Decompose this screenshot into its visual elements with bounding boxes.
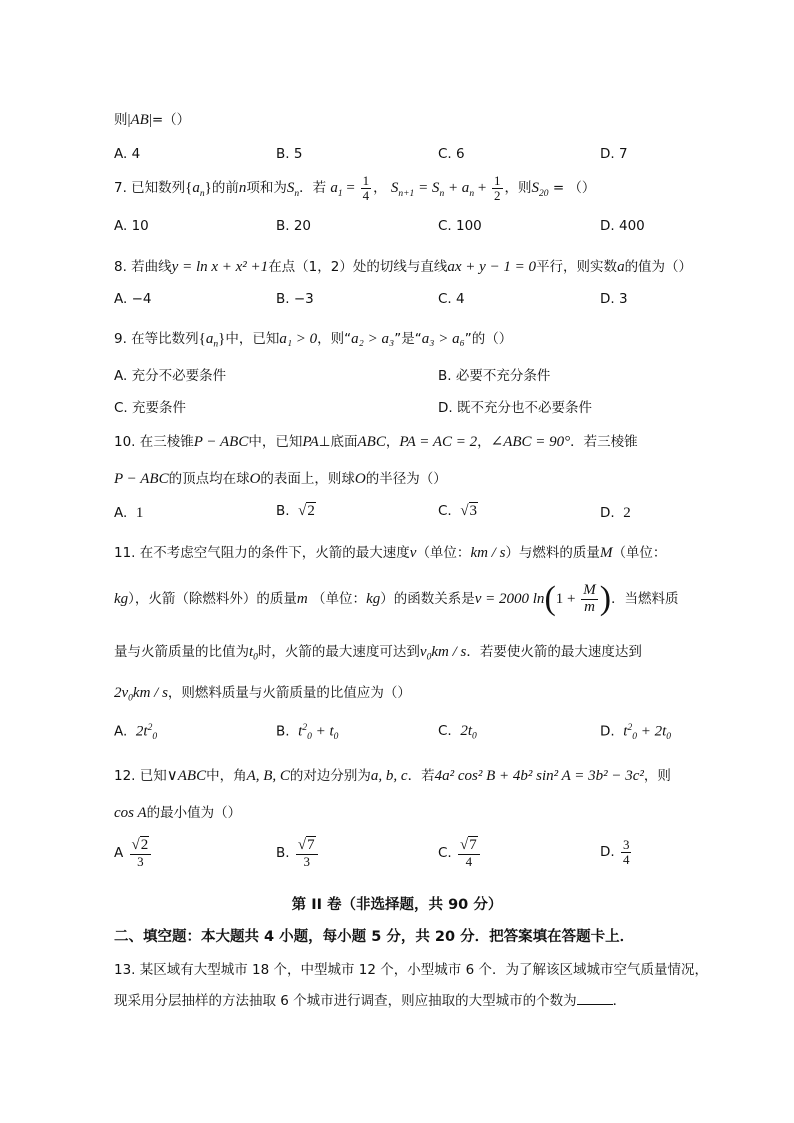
q12-stem-line2: cos A的最小值为（） [114, 805, 242, 821]
q10-option-b: B. √2 [276, 503, 315, 519]
fill-in-heading: 二、填空题：本大题共 4 小题，每小题 5 分，共 20 分．把答案填在答题卡上． [114, 929, 635, 945]
q8-option-c: C. 4 [438, 291, 465, 307]
q13-stem-line1: 13. 某区域有大型城市 18 个，中型城市 12 个，小型城市 6 个．为了解该区域城市空气质量情况， [114, 962, 708, 978]
q6-option-c: C. 6 [438, 146, 465, 162]
answer-blank [577, 992, 613, 1005]
q12-option-b: B. $\frac{√7}{3}$ [276, 838, 320, 868]
q11-option-b: B. $t^2_0 + t_0$ [276, 723, 339, 743]
q8-option-d: D. 3 [600, 291, 628, 307]
q12-option-a: A $\frac{√2}{3}$ [114, 838, 153, 868]
q9-option-c: C. 充要条件 [114, 400, 187, 416]
q7-stem: 7. 已知数列$\{a_n\}$的前n项和为$S_n$．若 $a_1$ = $\frac{1}{4}$ ， $S_{n+1} = S_n + a_n$ + $\frac{1}{2}$ ，则$S_{20}$ = （） [114, 173, 596, 203]
q10-option-c: C. √3 [438, 503, 478, 519]
q11-option-d: D. $t^2_0 + 2t_0$ [600, 723, 671, 743]
q7-option-c: C. 100 [438, 218, 482, 234]
q10-option-d: D. 2 [600, 505, 631, 521]
part-two-title: 第 II 卷（非选择题，共 90 分） [291, 897, 503, 913]
q10-stem-line2: P − ABC的顶点均在球O的表面上，则球O的半径为（） [114, 471, 447, 487]
q6-option-a: A. 4 [114, 146, 141, 162]
q6-option-d: D. 7 [600, 146, 628, 162]
q7-option-a: A. 10 [114, 218, 149, 234]
q11-stem-line4: $2v_0km$ / s，则燃料质量与火箭质量的比值应为（） [114, 685, 411, 704]
q11-option-c: C. $2t_0$ [438, 723, 477, 742]
q13-stem-line2: 现采用分层抽样的方法抽取 6 个城市进行调查，则应抽取的大型城市的个数为 ． [114, 993, 627, 1009]
q6-option-b: B. 5 [276, 146, 303, 162]
q11-stem-line3: 量与火箭质量的比值为$t_0$时，火箭的最大速度可达到$v_0km$ / s．若要使火箭的最大速度达到 [114, 644, 642, 663]
q8-option-b: B. −3 [276, 291, 314, 307]
q11-stem-line2: kg），火箭（除燃料外）的质量m （单位：kg）的函数关系是v = 2000 ln(1 + $\frac{M}{m}$ )．当燃料质 [114, 580, 679, 617]
q8-stem: 8. 若曲线y = ln x + x² +1在点（1，2）处的切线与直线ax + y − 1 = 0平行，则实数a的值为（） [114, 259, 693, 275]
q9-option-a: A. 充分不必要条件 [114, 368, 227, 384]
q11-option-a: A. $2t^2_0$ [114, 723, 158, 743]
q11-stem-line1: 11. 在不考虑空气阻力的条件下，火箭的最大速度v（单位：km / s）与燃料的质量M（单位： [114, 545, 667, 561]
q9-stem: 9. 在等比数列$\{a_n\}$中，已知a₁ > 0，则“a₂ > a₃”是“a₃ > a₆”的（） [114, 331, 513, 350]
q7-option-b: B. 20 [276, 218, 312, 234]
q10-option-a: A. 1 [114, 505, 144, 521]
q12-stem-line1: 12. 已知∨ABC中，角A, B, C的对边分别为a, b, c．若4a² cos² B + 4b² sin² A = 3b² − 3c²，则 [114, 768, 671, 784]
q12-option-c: C. $\frac{√7}{4}$ [438, 838, 482, 868]
q9-option-b: B. 必要不充分条件 [438, 368, 551, 384]
q12-option-d: D. $\frac{3}{4}$ [600, 837, 630, 867]
q9-option-d: D. 既不充分也不必要条件 [438, 400, 592, 416]
q10-stem-line1: 10. 在三棱锥P − ABC中，已知PA⊥底面ABC，PA = AC = 2，∠ABC = 90°．若三棱锥 [114, 434, 638, 450]
q7-option-d: D. 400 [600, 218, 645, 234]
q8-option-a: A. −4 [114, 291, 152, 307]
q6-stem: 则|AB|=（） [114, 112, 191, 128]
